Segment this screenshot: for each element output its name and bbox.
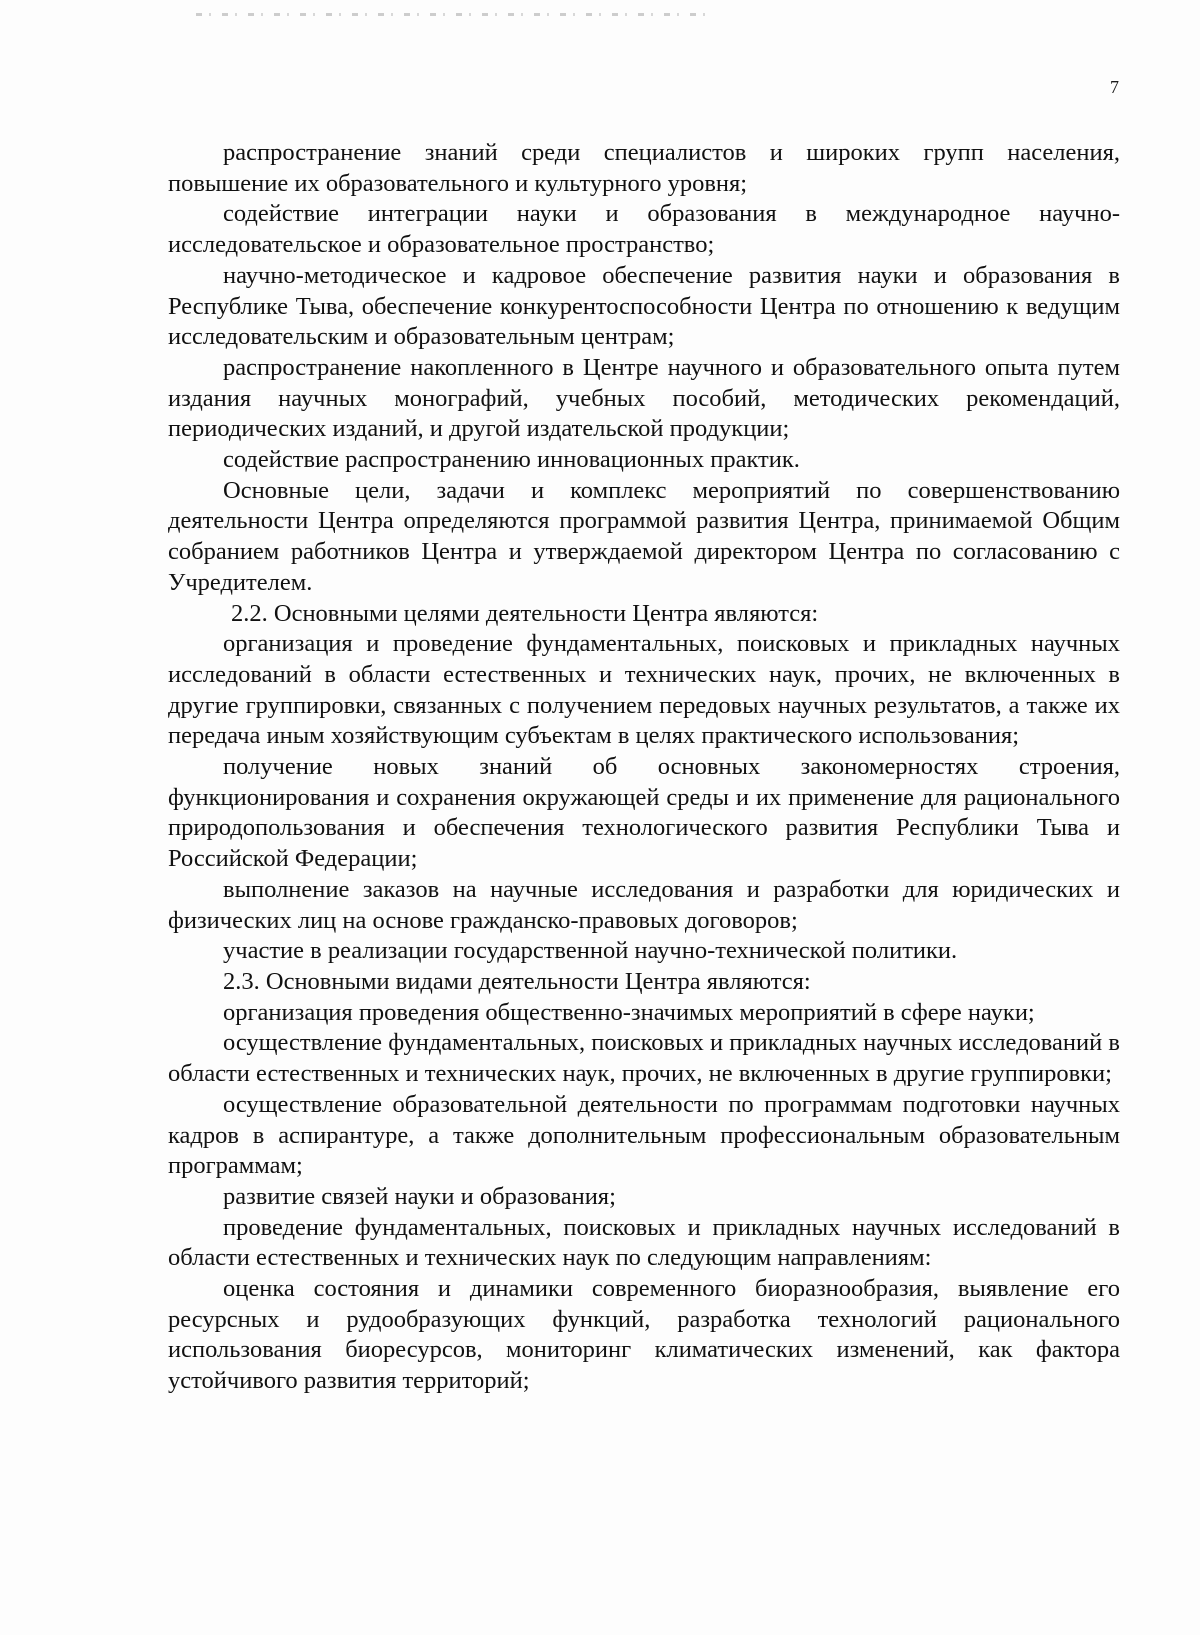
paragraph: оценка состояния и динамики современного биоразнообразия, выявление его ресурсных и рудообразующих функций, разработка технологий рационального использования биоресурсов, мониторинг климатических изменений, как фактора устойчивого развития территорий; xyxy=(168,1275,1120,1395)
paragraph: проведение фундаментальных, поисковых и прикладных научных исследований в области естественных и технических наук по следующим направлениям: xyxy=(168,1213,1120,1272)
paragraph: содействие распространению инновационных практик. xyxy=(223,446,800,474)
paragraph: осуществление образовательной деятельности по программам подготовки научных кадров в аспирантуре, а также дополнительным профессиональным образовательным программам; xyxy=(168,1090,1120,1180)
paragraph: научно-методическое и кадровое обеспечение развития науки и образования в Республике Тыва, обеспечение конкурентоспособности Центра по отношению к ведущим исследовательским и образовательным центрам; xyxy=(168,261,1120,351)
paragraph: распространение накопленного в Центре научного и образовательного опыта путем издания научных монографий, учебных пособий, методических рекомендаций, периодических изданий, и другой издательской продукции; xyxy=(168,353,1120,443)
document-body xyxy=(168,138,1120,1397)
section-heading: 2.3. Основными видами деятельности Центра являются: xyxy=(223,967,811,995)
paragraph: развитие связей науки и образования; xyxy=(223,1182,616,1210)
paragraph: выполнение заказов на научные исследования и разработки для юридических и физических лиц на основе гражданско-правовых договоров; xyxy=(168,875,1120,934)
paragraph: организация и проведение фундаментальных, поисковых и прикладных научных исследований в области естественных и технических наук, прочих, не включенных в другие группировки, связанных с получением передовых научных результатов, а также их передача иным хозяйствующим субъектам в целях практического использования; xyxy=(168,630,1120,750)
paragraph: распространение знаний среди специалистов и широких групп населения, повышение их образовательного и культурного уровня; xyxy=(168,139,1120,197)
scan-artifact xyxy=(196,13,706,16)
paragraph: осуществление фундаментальных, поисковых и прикладных научных исследований в области естественных и технических наук, прочих, не включенных в другие группировки; xyxy=(168,1029,1120,1088)
paragraph: участие в реализации государственной научно-технической политики. xyxy=(223,937,958,965)
paragraph: организация проведения общественно-значимых мероприятий в сфере науки; xyxy=(223,998,1035,1026)
paragraph: содействие интеграции науки и образования в международное научно-исследовательское и образовательное пространство; xyxy=(168,200,1120,259)
page-number: 7 xyxy=(1110,77,1119,97)
paragraph: Основные цели, задачи и комплекс мероприятий по совершенствованию деятельности Центра определяются программой развития Центра, принимаемой Общим собранием работников Центра и утверждаемой директором Центра по согласованию с Учредителем. xyxy=(168,476,1120,596)
paragraph: получение новых знаний об основных закономерностях строения, функционирования и сохранения окружающей среды и их применение для рационального природопользования и обеспечения технологического развития Республики Тыва и Российской Федерации; xyxy=(168,753,1120,873)
section-heading: 2.2. Основными целями деятельности Центра являются: xyxy=(231,599,819,627)
